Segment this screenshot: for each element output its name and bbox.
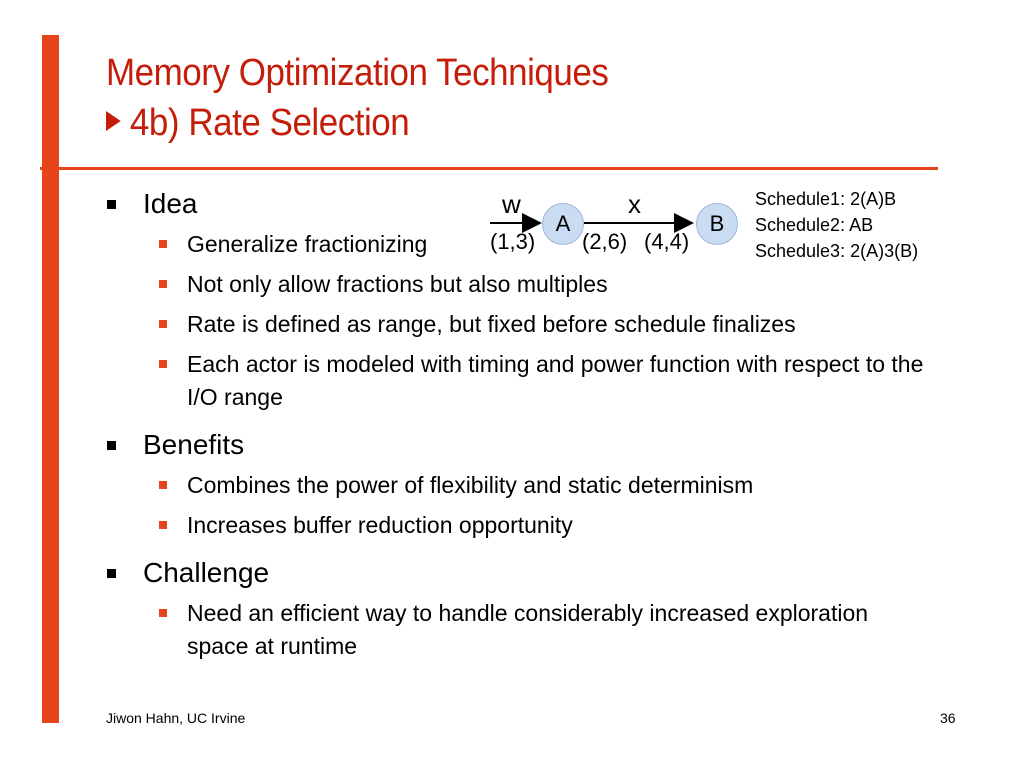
square-bullet-icon [159,521,167,529]
title-subtitle: 4b) Rate Selection [129,102,410,144]
sub-bullet [103,348,933,414]
sub-bullet [103,597,933,663]
page-number: 36 [940,710,956,726]
sub-bullet [103,509,933,542]
sub-bullet-text: Increases buffer reduction opportunity [187,512,573,538]
footer-author: Jiwon Hahn, UC Irvine [106,710,246,726]
sub-bullet-text: Generalize fractionizing [187,231,428,257]
edge-label-w: w [502,189,521,219]
title-divider [40,167,938,170]
rate-label-b-in: (4,4) [644,229,690,254]
bullet-challenge [103,556,933,590]
triangle-bullet-icon [106,111,121,131]
sub-bullet [103,469,933,502]
rate-label-a-out: (2,6) [582,229,628,254]
square-bullet-icon [159,320,167,328]
slide-title [106,48,608,148]
square-bullet-icon [159,481,167,489]
sub-bullet-text: Combines the power of flexibility and static determinism [187,472,754,498]
sub-bullet-text: Need an efficient way to handle considerably increased exploration space at runtime [187,600,869,659]
title-line-1: Memory Optimization Techniques [106,52,609,94]
schedule-list [755,186,918,264]
square-bullet-icon [159,609,167,617]
sub-bullet [103,268,933,301]
schedule-line: Schedule3: 2(A)3(B) [755,241,919,261]
sub-bullet-text: Not only allow fractions but also multiples [187,271,608,297]
sub-bullet-text: Rate is defined as range, but fixed before schedule finalizes [187,311,796,337]
bullet-text: Idea [143,188,198,219]
bullet-text: Benefits [143,429,245,460]
rate-label-w-in: (1,3) [490,229,536,254]
square-bullet-icon [159,240,167,248]
schedule-line: Schedule2: AB [755,215,874,235]
actor-node-b: B [696,203,738,245]
bullet-benefits [103,428,933,462]
title-line-2 [106,98,608,148]
square-bullet-icon [159,280,167,288]
square-bullet-icon [107,569,116,578]
edge-label-x: x [628,189,641,219]
sub-bullet [103,308,933,341]
square-bullet-icon [159,360,167,368]
schedule-line: Schedule1: 2(A)B [755,189,897,209]
square-bullet-icon [107,441,116,450]
sub-bullet-text: Each actor is modeled with timing and power function with respect to the I/O range [187,351,924,410]
square-bullet-icon [107,200,116,209]
actor-node-a: A [542,203,584,245]
left-accent-bar [42,35,59,723]
bullet-text: Challenge [143,557,270,588]
dataflow-diagram [480,182,760,262]
